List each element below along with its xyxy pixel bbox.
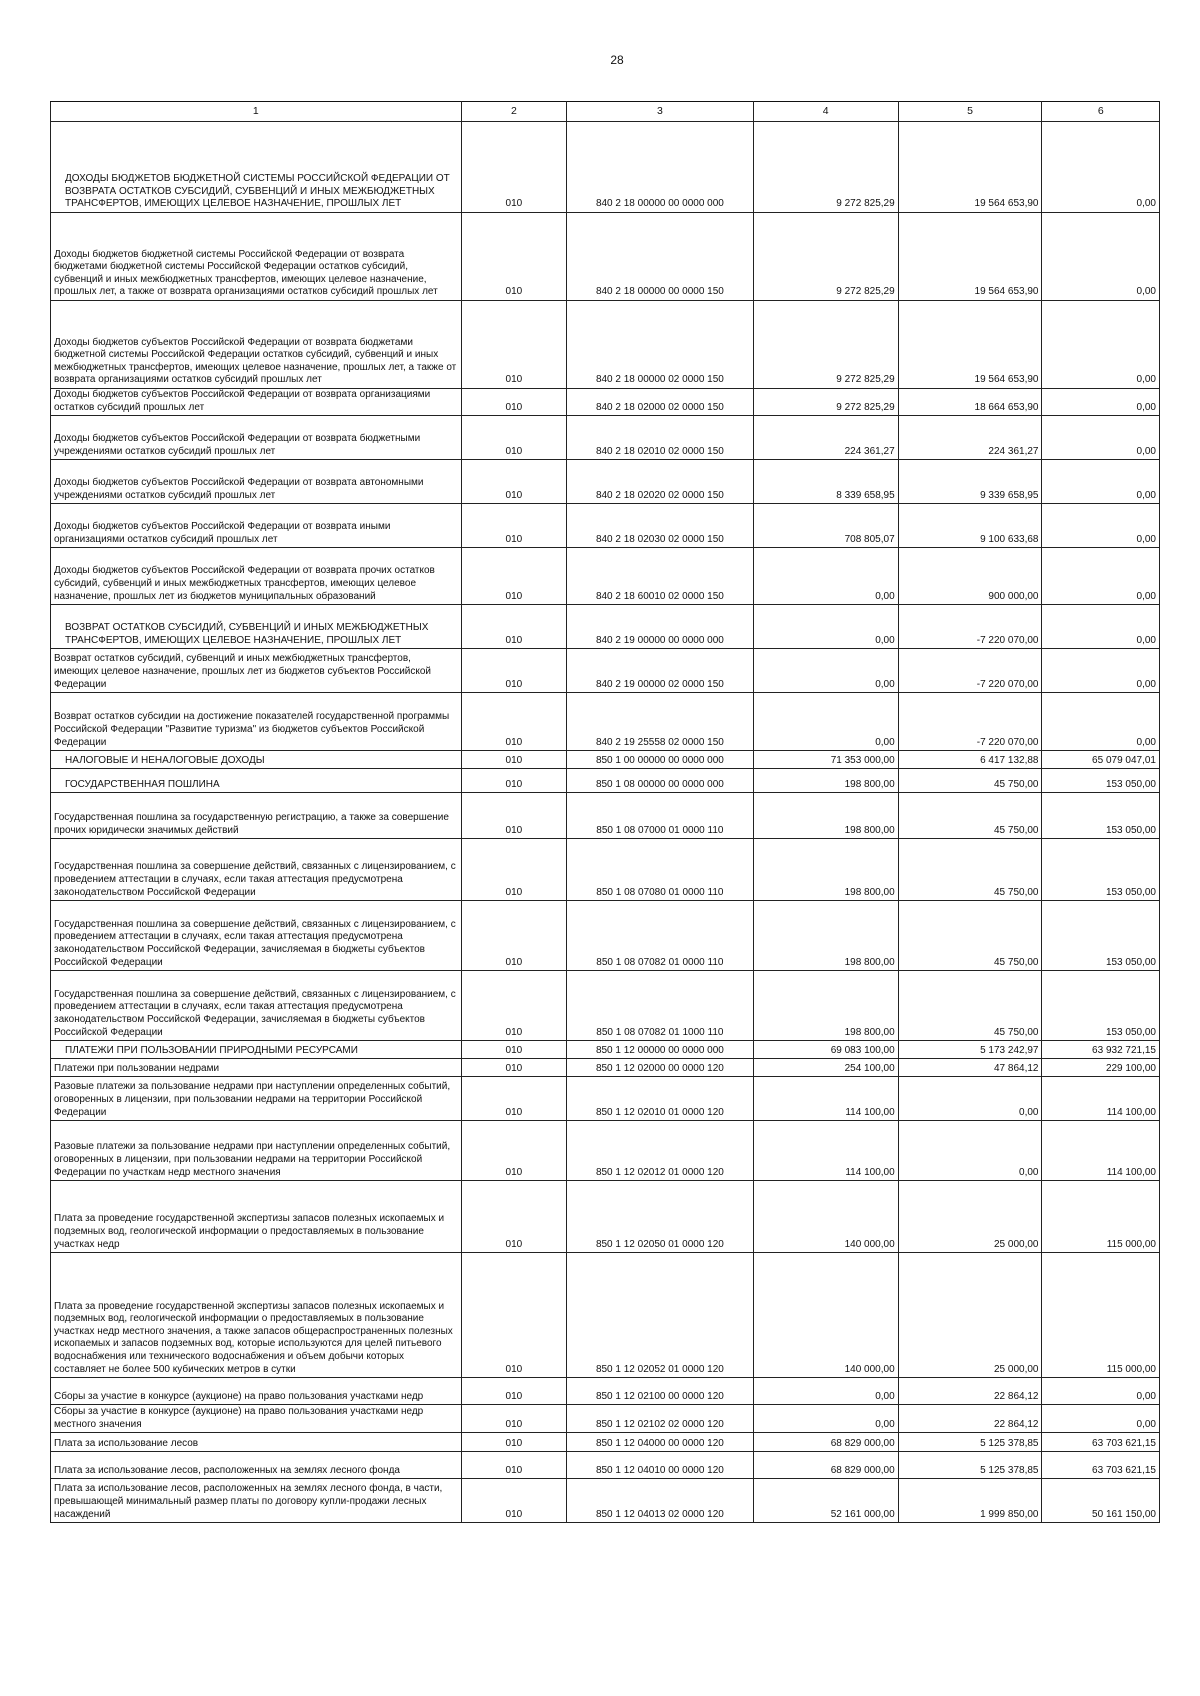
executed-amount: 18 664 653,90 bbox=[898, 389, 1042, 416]
approved-amount: 68 829 000,00 bbox=[753, 1452, 898, 1479]
line-code: 010 bbox=[461, 693, 566, 751]
unexecuted-amount: 63 703 621,15 bbox=[1042, 1433, 1160, 1452]
executed-amount: 19 564 653,90 bbox=[898, 213, 1042, 301]
table-row bbox=[51, 301, 1160, 389]
column-number-header-row bbox=[51, 102, 1160, 122]
budget-classification-code: 840 2 18 00000 00 0000 150 bbox=[567, 213, 754, 301]
line-code: 010 bbox=[461, 1181, 566, 1253]
indicator-name: Доходы бюджетов субъектов Российской Федерации от возврата прочих остатков субсидий, субвенций и иных межбюджетных трансфертов, имеющих целевое назначение, прошлых лет из бюджетов муниципальных образований bbox=[51, 548, 462, 605]
line-code: 010 bbox=[461, 389, 566, 416]
budget-classification-code: 850 1 12 04013 02 0000 120 bbox=[567, 1479, 754, 1523]
budget-classification-code: 850 1 12 02010 01 0000 120 bbox=[567, 1077, 754, 1121]
approved-amount: 8 339 658,95 bbox=[753, 460, 898, 504]
budget-classification-code: 850 1 08 07080 01 0000 110 bbox=[567, 839, 754, 901]
line-code: 010 bbox=[461, 1077, 566, 1121]
unexecuted-amount: 0,00 bbox=[1042, 213, 1160, 301]
line-code: 010 bbox=[461, 1405, 566, 1433]
unexecuted-amount: 0,00 bbox=[1042, 605, 1160, 649]
line-code: 010 bbox=[461, 971, 566, 1041]
budget-classification-code: 840 2 19 00000 00 0000 000 bbox=[567, 605, 754, 649]
approved-amount: 69 083 100,00 bbox=[753, 1041, 898, 1059]
approved-amount: 9 272 825,29 bbox=[753, 301, 898, 389]
line-code: 010 bbox=[461, 301, 566, 389]
approved-amount: 52 161 000,00 bbox=[753, 1479, 898, 1523]
table-row bbox=[51, 1452, 1160, 1479]
unexecuted-amount: 65 079 047,01 bbox=[1042, 751, 1160, 769]
budget-classification-code: 850 1 08 00000 00 0000 000 bbox=[567, 769, 754, 793]
table-row bbox=[51, 1077, 1160, 1121]
column-header: 3 bbox=[567, 102, 754, 122]
executed-amount: 22 864,12 bbox=[898, 1405, 1042, 1433]
budget-classification-code: 850 1 08 07082 01 0000 110 bbox=[567, 901, 754, 971]
table-row bbox=[51, 1181, 1160, 1253]
budget-classification-code: 840 2 19 00000 02 0000 150 bbox=[567, 649, 754, 693]
executed-amount: 5 125 378,85 bbox=[898, 1433, 1042, 1452]
budget-classification-code: 850 1 08 07000 01 0000 110 bbox=[567, 793, 754, 839]
indicator-name: Плата за проведение государственной экспертизы запасов полезных ископаемых и подземных вод, геологической информации о предоставляемых в пользование участках недр местного значения, а также запасов общераспространенных полезных ископаемых и запасов подземных вод, которые используются для целей питьевого водоснабжения или технического водоснабжения и объем добычи которых составляет не более 500 кубических метров в сутки bbox=[51, 1253, 462, 1378]
indicator-name: Государственная пошлина за государственную регистрацию, а также за совершение прочих юридически значимых действий bbox=[51, 793, 462, 839]
page-number: 28 bbox=[610, 53, 624, 67]
unexecuted-amount: 63 703 621,15 bbox=[1042, 1452, 1160, 1479]
budget-classification-code: 850 1 12 04000 00 0000 120 bbox=[567, 1433, 754, 1452]
unexecuted-amount: 114 100,00 bbox=[1042, 1121, 1160, 1181]
table-row bbox=[51, 213, 1160, 301]
line-code: 010 bbox=[461, 213, 566, 301]
approved-amount: 224 361,27 bbox=[753, 416, 898, 460]
approved-amount: 114 100,00 bbox=[753, 1121, 898, 1181]
indicator-name: Доходы бюджетов субъектов Российской Федерации от возврата иными организациями остатков субсидий прошлых лет bbox=[51, 504, 462, 548]
table-row bbox=[51, 793, 1160, 839]
budget-classification-code: 850 1 12 02052 01 0000 120 bbox=[567, 1253, 754, 1378]
executed-amount: 224 361,27 bbox=[898, 416, 1042, 460]
unexecuted-amount: 0,00 bbox=[1042, 649, 1160, 693]
line-code: 010 bbox=[461, 605, 566, 649]
executed-amount: 5 125 378,85 bbox=[898, 1452, 1042, 1479]
column-header: 1 bbox=[51, 102, 462, 122]
unexecuted-amount: 153 050,00 bbox=[1042, 839, 1160, 901]
unexecuted-amount: 0,00 bbox=[1042, 416, 1160, 460]
executed-amount: 900 000,00 bbox=[898, 548, 1042, 605]
table-row bbox=[51, 1433, 1160, 1452]
approved-amount: 0,00 bbox=[753, 1378, 898, 1405]
indicator-name: Возврат остатков субсидий, субвенций и иных межбюджетных трансфертов, имеющих целевое назначение, прошлых лет из бюджетов субъектов Российской Федерации bbox=[51, 649, 462, 693]
approved-amount: 9 272 825,29 bbox=[753, 213, 898, 301]
unexecuted-amount: 0,00 bbox=[1042, 122, 1160, 213]
indicator-name: Доходы бюджетов субъектов Российской Федерации от возврата автономными учреждениями остатков субсидий прошлых лет bbox=[51, 460, 462, 504]
line-code: 010 bbox=[461, 1452, 566, 1479]
line-code: 010 bbox=[461, 649, 566, 693]
budget-classification-code: 840 2 18 02010 02 0000 150 bbox=[567, 416, 754, 460]
executed-amount: -7 220 070,00 bbox=[898, 649, 1042, 693]
indicator-name: Плата за использование лесов, расположенных на землях лесного фонда bbox=[51, 1452, 462, 1479]
budget-classification-code: 840 2 18 02000 02 0000 150 bbox=[567, 389, 754, 416]
approved-amount: 9 272 825,29 bbox=[753, 389, 898, 416]
approved-amount: 254 100,00 bbox=[753, 1059, 898, 1077]
indicator-name: Доходы бюджетов субъектов Российской Федерации от возврата бюджетами бюджетной системы Российской Федерации остатков субсидий, субвенций и иных межбюджетных трансфертов, имеющих целевое назначение, прошлых лет, а также от возврата организациями остатков субсидий прошлых лет bbox=[51, 301, 462, 389]
budget-classification-code: 850 1 12 02012 01 0000 120 bbox=[567, 1121, 754, 1181]
budget-classification-code: 850 1 12 02000 00 0000 120 bbox=[567, 1059, 754, 1077]
executed-amount: 0,00 bbox=[898, 1121, 1042, 1181]
executed-amount: -7 220 070,00 bbox=[898, 693, 1042, 751]
line-code: 010 bbox=[461, 504, 566, 548]
budget-classification-code: 840 2 18 00000 02 0000 150 bbox=[567, 301, 754, 389]
executed-amount: 25 000,00 bbox=[898, 1253, 1042, 1378]
approved-amount: 198 800,00 bbox=[753, 839, 898, 901]
table-row bbox=[51, 1405, 1160, 1433]
executed-amount: 45 750,00 bbox=[898, 901, 1042, 971]
line-code: 010 bbox=[461, 416, 566, 460]
indicator-name: Разовые платежи за пользование недрами при наступлении определенных событий, оговоренных в лицензии, при пользовании недрами на территории Российской Федерации по участкам недр местного значения bbox=[51, 1121, 462, 1181]
indicator-name: ДОХОДЫ БЮДЖЕТОВ БЮДЖЕТНОЙ СИСТЕМЫ РОССИЙСКОЙ ФЕДЕРАЦИИ ОТ ВОЗВРАТА ОСТАТКОВ СУБСИДИЙ, СУБВЕНЦИЙ И ИНЫХ МЕЖБЮДЖЕТНЫХ ТРАНСФЕРТОВ, ИМЕЮЩИХ ЦЕЛЕВОЕ НАЗНАЧЕНИЕ, ПРОШЛЫХ ЛЕТ bbox=[51, 122, 462, 213]
indicator-name: Доходы бюджетов субъектов Российской Федерации от возврата организациями остатков субсидий прошлых лет bbox=[51, 389, 462, 416]
approved-amount: 114 100,00 bbox=[753, 1077, 898, 1121]
executed-amount: 45 750,00 bbox=[898, 793, 1042, 839]
table-row bbox=[51, 693, 1160, 751]
column-header: 4 bbox=[753, 102, 898, 122]
table-row bbox=[51, 1121, 1160, 1181]
table-row bbox=[51, 839, 1160, 901]
line-code: 010 bbox=[461, 751, 566, 769]
table-row bbox=[51, 460, 1160, 504]
indicator-name: ГОСУДАРСТВЕННАЯ ПОШЛИНА bbox=[51, 769, 462, 793]
table-row bbox=[51, 649, 1160, 693]
indicator-name: Доходы бюджетов субъектов Российской Федерации от возврата бюджетными учреждениями остатков субсидий прошлых лет bbox=[51, 416, 462, 460]
unexecuted-amount: 114 100,00 bbox=[1042, 1077, 1160, 1121]
line-code: 010 bbox=[461, 839, 566, 901]
indicator-name: ПЛАТЕЖИ ПРИ ПОЛЬЗОВАНИИ ПРИРОДНЫМИ РЕСУРСАМИ bbox=[51, 1041, 462, 1059]
executed-amount: 45 750,00 bbox=[898, 971, 1042, 1041]
line-code: 010 bbox=[461, 548, 566, 605]
budget-classification-code: 850 1 12 02050 01 0000 120 bbox=[567, 1181, 754, 1253]
executed-amount: 19 564 653,90 bbox=[898, 301, 1042, 389]
executed-amount: 25 000,00 bbox=[898, 1181, 1042, 1253]
approved-amount: 140 000,00 bbox=[753, 1181, 898, 1253]
approved-amount: 140 000,00 bbox=[753, 1253, 898, 1378]
budget-classification-code: 840 2 18 02020 02 0000 150 bbox=[567, 460, 754, 504]
indicator-name: Государственная пошлина за совершение действий, связанных с лицензированием, с проведением аттестации в случаях, если такая аттестация предусмотрена законодательством Российской Федерации, зачисляемая в бюджеты субъектов Российской Федерации bbox=[51, 971, 462, 1041]
budget-classification-code: 850 1 12 04010 00 0000 120 bbox=[567, 1452, 754, 1479]
executed-amount: 47 864,12 bbox=[898, 1059, 1042, 1077]
table-row bbox=[51, 901, 1160, 971]
approved-amount: 198 800,00 bbox=[753, 769, 898, 793]
unexecuted-amount: 153 050,00 bbox=[1042, 769, 1160, 793]
table-body bbox=[51, 122, 1160, 1523]
line-code: 010 bbox=[461, 122, 566, 213]
line-code: 010 bbox=[461, 460, 566, 504]
indicator-name: Плата за использование лесов, расположенных на землях лесного фонда, в части, превышающей минимальный размер платы по договору купли-продажи лесных насаждений bbox=[51, 1479, 462, 1523]
indicator-name: Сборы за участие в конкурсе (аукционе) на право пользования участками недр местного значения bbox=[51, 1405, 462, 1433]
unexecuted-amount: 115 000,00 bbox=[1042, 1253, 1160, 1378]
unexecuted-amount: 0,00 bbox=[1042, 460, 1160, 504]
unexecuted-amount: 0,00 bbox=[1042, 693, 1160, 751]
approved-amount: 198 800,00 bbox=[753, 793, 898, 839]
executed-amount: 9 339 658,95 bbox=[898, 460, 1042, 504]
unexecuted-amount: 153 050,00 bbox=[1042, 901, 1160, 971]
unexecuted-amount: 153 050,00 bbox=[1042, 971, 1160, 1041]
line-code: 010 bbox=[461, 793, 566, 839]
indicator-name: Государственная пошлина за совершение действий, связанных с лицензированием, с проведением аттестации в случаях, если такая аттестация предусмотрена законодательством Российской Федерации bbox=[51, 839, 462, 901]
line-code: 010 bbox=[461, 1041, 566, 1059]
table-row bbox=[51, 971, 1160, 1041]
executed-amount: 9 100 633,68 bbox=[898, 504, 1042, 548]
table-row bbox=[51, 122, 1160, 213]
table-row bbox=[51, 1479, 1160, 1523]
table-row bbox=[51, 605, 1160, 649]
executed-amount: 0,00 bbox=[898, 1077, 1042, 1121]
unexecuted-amount: 153 050,00 bbox=[1042, 793, 1160, 839]
budget-classification-code: 850 1 08 07082 01 1000 110 bbox=[567, 971, 754, 1041]
approved-amount: 0,00 bbox=[753, 605, 898, 649]
approved-amount: 708 805,07 bbox=[753, 504, 898, 548]
executed-amount: 19 564 653,90 bbox=[898, 122, 1042, 213]
approved-amount: 0,00 bbox=[753, 1405, 898, 1433]
table-row bbox=[51, 1253, 1160, 1378]
unexecuted-amount: 0,00 bbox=[1042, 301, 1160, 389]
table-row bbox=[51, 769, 1160, 793]
indicator-name: Возврат остатков субсидии на достижение показателей государственной программы Российской Федерации "Развитие туризма" из бюджетов субъектов Российской Федерации bbox=[51, 693, 462, 751]
line-code: 010 bbox=[461, 1059, 566, 1077]
line-code: 010 bbox=[461, 1253, 566, 1378]
column-header: 2 bbox=[461, 102, 566, 122]
executed-amount: 5 173 242,97 bbox=[898, 1041, 1042, 1059]
unexecuted-amount: 63 932 721,15 bbox=[1042, 1041, 1160, 1059]
indicator-name: Государственная пошлина за совершение действий, связанных с лицензированием, с проведением аттестации в случаях, если такая аттестация предусмотрена законодательством Российской Федерации, зачисляемая в бюджеты субъектов Российской Федерации bbox=[51, 901, 462, 971]
table-row bbox=[51, 751, 1160, 769]
budget-classification-code: 840 2 18 00000 00 0000 000 bbox=[567, 122, 754, 213]
approved-amount: 198 800,00 bbox=[753, 971, 898, 1041]
approved-amount: 0,00 bbox=[753, 693, 898, 751]
line-code: 010 bbox=[461, 1121, 566, 1181]
budget-classification-code: 840 2 19 25558 02 0000 150 bbox=[567, 693, 754, 751]
revenue-report-table bbox=[50, 101, 1160, 1523]
budget-classification-code: 850 1 12 00000 00 0000 000 bbox=[567, 1041, 754, 1059]
budget-classification-code: 840 2 18 60010 02 0000 150 bbox=[567, 548, 754, 605]
line-code: 010 bbox=[461, 769, 566, 793]
unexecuted-amount: 115 000,00 bbox=[1042, 1181, 1160, 1253]
indicator-name: Разовые платежи за пользование недрами при наступлении определенных событий, оговоренных в лицензии, при пользовании недрами на территории Российской Федерации bbox=[51, 1077, 462, 1121]
column-header: 5 bbox=[898, 102, 1042, 122]
unexecuted-amount: 0,00 bbox=[1042, 548, 1160, 605]
table-row bbox=[51, 1041, 1160, 1059]
indicator-name: Доходы бюджетов бюджетной системы Российской Федерации от возврата бюджетами бюджетной системы Российской Федерации остатков субсидий, субвенций и иных межбюджетных трансфертов, имеющих целевое назначение, прошлых лет, а также от возврата организациями остатков субсидий прошлых лет bbox=[51, 213, 462, 301]
table-row bbox=[51, 1378, 1160, 1405]
approved-amount: 0,00 bbox=[753, 649, 898, 693]
executed-amount: 22 864,12 bbox=[898, 1378, 1042, 1405]
approved-amount: 0,00 bbox=[753, 548, 898, 605]
table-row bbox=[51, 548, 1160, 605]
budget-classification-code: 850 1 12 02102 02 0000 120 bbox=[567, 1405, 754, 1433]
executed-amount: 1 999 850,00 bbox=[898, 1479, 1042, 1523]
line-code: 010 bbox=[461, 1378, 566, 1405]
indicator-name: Платежи при пользовании недрами bbox=[51, 1059, 462, 1077]
approved-amount: 198 800,00 bbox=[753, 901, 898, 971]
table-row bbox=[51, 1059, 1160, 1077]
unexecuted-amount: 0,00 bbox=[1042, 504, 1160, 548]
unexecuted-amount: 0,00 bbox=[1042, 1405, 1160, 1433]
executed-amount: 45 750,00 bbox=[898, 839, 1042, 901]
indicator-name: НАЛОГОВЫЕ И НЕНАЛОГОВЫЕ ДОХОДЫ bbox=[51, 751, 462, 769]
table-row bbox=[51, 389, 1160, 416]
line-code: 010 bbox=[461, 1433, 566, 1452]
unexecuted-amount: 229 100,00 bbox=[1042, 1059, 1160, 1077]
line-code: 010 bbox=[461, 1479, 566, 1523]
executed-amount: -7 220 070,00 bbox=[898, 605, 1042, 649]
indicator-name: ВОЗВРАТ ОСТАТКОВ СУБСИДИЙ, СУБВЕНЦИЙ И ИНЫХ МЕЖБЮДЖЕТНЫХ ТРАНСФЕРТОВ, ИМЕЮЩИХ ЦЕЛЕВОЕ НАЗНАЧЕНИЕ, ПРОШЛЫХ ЛЕТ bbox=[51, 605, 462, 649]
unexecuted-amount: 0,00 bbox=[1042, 1378, 1160, 1405]
unexecuted-amount: 0,00 bbox=[1042, 389, 1160, 416]
budget-classification-code: 850 1 00 00000 00 0000 000 bbox=[567, 751, 754, 769]
budget-classification-code: 850 1 12 02100 00 0000 120 bbox=[567, 1378, 754, 1405]
line-code: 010 bbox=[461, 901, 566, 971]
indicator-name: Плата за проведение государственной экспертизы запасов полезных ископаемых и подземных вод, геологической информации о предоставляемых в пользование участках недр bbox=[51, 1181, 462, 1253]
approved-amount: 9 272 825,29 bbox=[753, 122, 898, 213]
approved-amount: 71 353 000,00 bbox=[753, 751, 898, 769]
table-row bbox=[51, 504, 1160, 548]
executed-amount: 45 750,00 bbox=[898, 769, 1042, 793]
table-row bbox=[51, 416, 1160, 460]
budget-classification-code: 840 2 18 02030 02 0000 150 bbox=[567, 504, 754, 548]
indicator-name: Сборы за участие в конкурсе (аукционе) на право пользования участками недр bbox=[51, 1378, 462, 1405]
indicator-name: Плата за использование лесов bbox=[51, 1433, 462, 1452]
unexecuted-amount: 50 161 150,00 bbox=[1042, 1479, 1160, 1523]
executed-amount: 6 417 132,88 bbox=[898, 751, 1042, 769]
approved-amount: 68 829 000,00 bbox=[753, 1433, 898, 1452]
column-header: 6 bbox=[1042, 102, 1160, 122]
